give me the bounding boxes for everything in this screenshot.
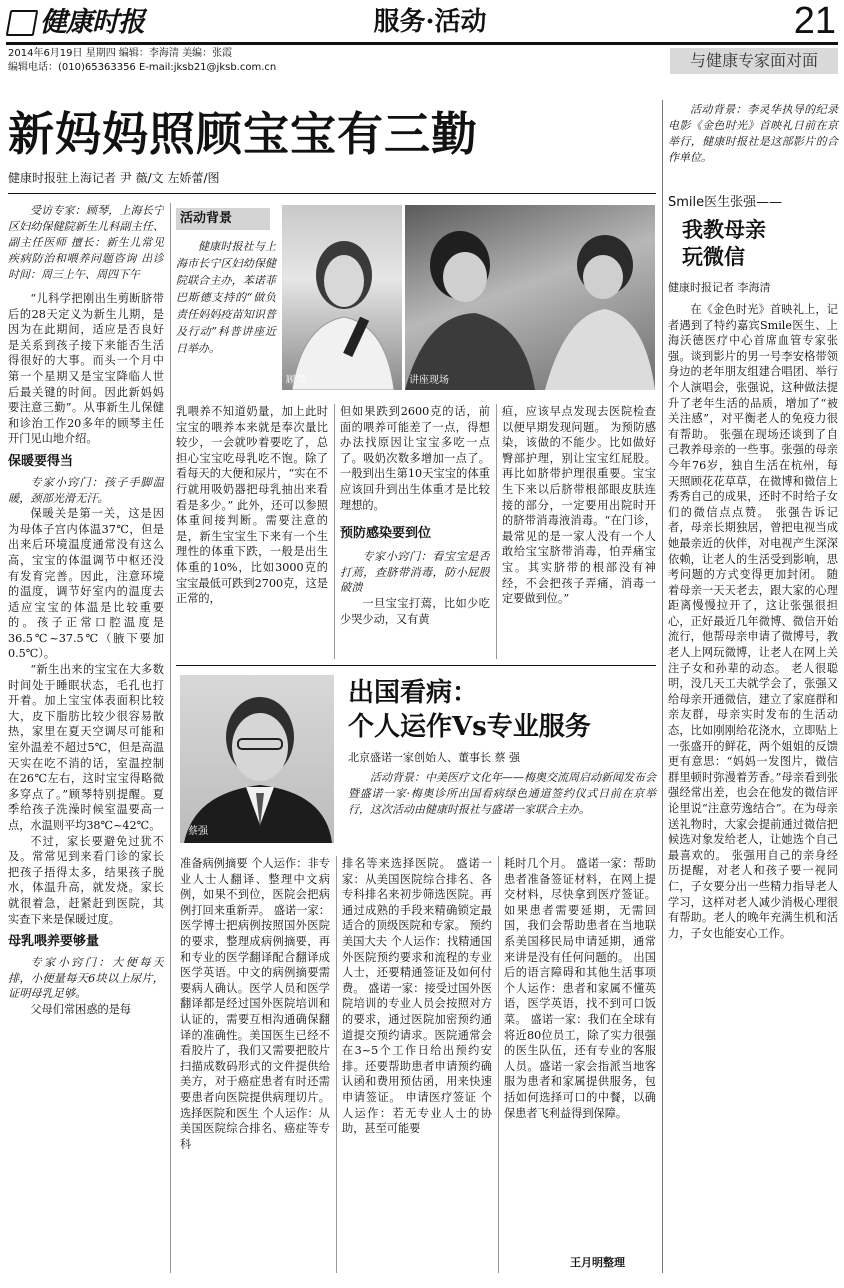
portrait-caption: 蔡强	[188, 826, 208, 837]
warmth-paragraph-2: “新生出来的宝宝在大多数时间处于睡眠状态，毛孔也打开着。加上宝宝体表面积比较大，皮下脂肪比较少很容易散热，家里在夏天空调尽可能和室外温差不超过5℃，但是高温天实在吃不消的话，室温控制在26℃左右，这时宝宝得略微多穿点了。”顾琴特别提醒。夏季给孩子洗澡时候室温要高一点，水温则平均38℃~42℃。	[8, 663, 164, 832]
bottom-divider-2	[498, 856, 499, 1273]
column-divider-1	[170, 203, 171, 1273]
portrait-silhouette-icon	[282, 205, 402, 390]
masthead-rule	[6, 42, 838, 45]
bottom-headline-2: 个人运作Vs专业服务	[348, 712, 591, 742]
bottom-column-2	[342, 856, 492, 1273]
column-divider-3	[496, 404, 497, 659]
bottom-divider-1	[336, 856, 337, 1273]
side-kicker: Smile医生张强——	[668, 195, 783, 210]
side-body-text: 在《金色时光》首映礼上，记者遇到了特约嘉宾Smile医生、上海沃德医疗中心首席血管专家张强。谈到影片的男一号李安格带领身边的老年朋友组建合唱团、举行个人演唱会，张强说，这种做法提升了老年生活的品质，增加了“被关注感”，对平衡老人的免疫力很有帮助。 张强在现场还谈到了自己教养母亲的一些事。张强的母亲今年76岁，独自生活在杭州，每天照顾花花草草，在微博和微信上秀秀自己的成果，还时不时给子女们的微信点点赞。 张强告诉记者，母亲长期独居，曾把电视当成她最亲近的伙伴，对电视产生深深依赖，让老人的生活受到影响，思考问题的方式变得更加封闭。 随着母亲一天天老去，跟大家的心理距离慢慢拉开了，这让张强很担心，正好最近几年微博、微信开始流行，他帮母亲申请了微博号，教老人上网玩微博，让老人在网上关注子女和孙辈的动态。 老人很聪明，没几天工夫就学会了，张强又给母亲开通微信，建立了家庭群和亲友群，母亲实时发布的生活动态，比如刚刚给花浇水，立即贴上一张盛开的鲜花，两个姐姐的反馈更有意思：“妈妈一发图片，微信群里顿时弥漫着芳香。”母亲看到张强经常出差，也会在他发的微信评论里说“注意劳逸结合”。在为母亲送礼物时，大家会提前通过微信把候选对象发给老人，让她选个自己最喜欢的。 张强用自己的亲身经历提醒，对老人和孩子要一视同仁，子女要分出一些精力指导老人学习，这样对老人减少消极心理很有帮助。老人的晚年充满生机和活力，子女也能安心工作。	[668, 303, 838, 940]
article-column-1	[8, 203, 164, 1273]
bottom-headline-1: 出国看病：	[348, 678, 479, 708]
tip-breastfeeding: 专家小窍门：大便每天排，小便量每天6块以上尿片，证明母乳足够。	[8, 956, 164, 1001]
side-byline: 健康时报记者 李海清	[668, 281, 771, 294]
section-title: 服务·活动	[373, 7, 487, 37]
logo-mark-icon	[6, 10, 39, 36]
activity-background-box	[176, 208, 276, 398]
tip-warmth: 专家小窍门：孩子手脚温暖，颈部光滑无汗。	[8, 475, 164, 505]
photo-expert-caption: 顾琴	[286, 375, 306, 386]
tip-infection: 专家小窍门：看宝宝是否打蔫，查脐带消毒，防小屁股破溃	[340, 550, 490, 595]
page-number: 21	[793, 0, 836, 42]
man-portrait-icon	[180, 675, 334, 843]
intro-paragraph: “儿科学把刚出生剪断脐带后的28天定义为新生儿期，是因为在此期间，适应是否良好是关系到孩子接下来能否生活得很好的大事。而头一个月中第一个星期又是宝宝降临人世后最关键的时间。因此新妈妈要注意三勤”。从事新生儿保健和诊治工作20多年的顾琴主任开门见山地介绍。	[8, 292, 164, 446]
main-headline: 新妈妈照顾宝宝有三勤	[8, 107, 478, 161]
article-column-4	[502, 404, 656, 659]
side-headline: 我教母亲玩微信	[682, 217, 766, 269]
bottom-background-text: 活动背景：中美医疗文化年——梅奥交流周启动新闻发布会暨盛诺一家·梅奥诊所出国看病绿色通道签约仪式日前在京举行，这次活动由健康时报社与盛诺一家联合主办。	[348, 771, 656, 816]
column-divider-2	[334, 404, 335, 659]
warmth-paragraph-3: 不过，家长要避免过犹不及。常常见到来看门诊的家长把孩子捂得太多，结果孩子脱水，体温升高，就发烧。家长就很着急，赶紧赶到医院，其实查下来是保暖过度。	[8, 834, 164, 926]
subhead-breastfeeding: 母乳喂养要够量	[8, 934, 100, 950]
right-column-divider	[662, 100, 663, 1273]
activity-background-text: 健康时报社与上海市长宁区妇幼保健院联合主办，苯诺菲巴斯德支持的“做负责任妈妈疫苗知识普及行动”科普讲座近日举办。	[176, 240, 276, 355]
article-column-3	[340, 404, 490, 659]
portrait-photo	[180, 675, 334, 843]
audience-silhouette-icon	[405, 205, 655, 390]
main-byline: 健康时报驻上海记者 尹 薇/文 左娇蕾/图	[8, 171, 220, 185]
logo-text: 健康时报	[40, 7, 144, 38]
infection-paragraph-start: 一旦宝宝打蔫，比如少吃少哭少动，又有黄	[340, 596, 490, 626]
column-3-text: 但如果跌到2600克的话，前面的喂养可能差了一点，得想办法找原因让宝宝多吃一点了。吸奶次数多增加一点了。一般到出生第10天宝宝的体重应该回升到出生体重才是比较理想的。	[340, 405, 490, 512]
subhead-warmth: 保暖要得当	[8, 453, 74, 469]
byline-rule	[8, 193, 656, 194]
side-background-text: 活动背景：李灵华执导的纪录电影《金色时光》首映礼日前在京举行，健康时报社是这部影片的合作单位。	[668, 103, 838, 164]
warmth-paragraph-1: 保暖关是第一关，这是因为母体子宫内体温37℃，但是出来后环境温度通常没有这么高，宝宝的体温调节中枢还没有发育完善。因此，注意环境的温度，调节好室内的温度去适应宝宝的体温是比较重要的。孩子正常口腔温度是36.5℃~37.5℃（腋下要加0.5℃）。	[8, 507, 164, 661]
bottom-signoff: 王月明整理	[570, 1256, 625, 1269]
date-line: 2014年6月19日 星期四 编辑：李海清 美编：张霞	[8, 48, 233, 59]
bottom-article-rule	[176, 665, 656, 666]
bottom-column-1-text: 准备病例摘要 个人运作：非专业人士人翻译、整理中文病例，如果不到位，医院会把病例打回来重新弄。 盛诺一家：医学博士把病例按照国外医院的要求，整理成病例摘要，再和专业的医学翻译配合翻译成医学英语。中文的病例摘要需要病人确认。医学人员和医学翻译都是经过国外医院培训和认证的，需要互相沟通确保翻译的准确性。美国医生已经不看胶片了，我们又需要把胶片扫描成数码形式的文件提供给美方，对于癌症患者有时还需要患者向医院提供病理切片。 选择医院和医生 个人运作：从美国医院综合排名、癌症等专科	[180, 857, 330, 1151]
bottom-column-3	[504, 856, 656, 1251]
photo-lecture-caption: 讲座现场	[409, 375, 449, 386]
photo-lecture	[405, 205, 655, 390]
column-2-text: 乳喂养不知道奶量，加上此时宝宝的喂养本来就是奉次量比较少，一会就吵着要吃了，总担心宝宝吃母乳吃不饱。除了看每天的大便和尿片，“实在不行就用吸奶器把母乳抽出来看看是多少。” 此外，还可以参照体重间接判断。需要注意的是，新生宝宝生下来有一个生理性的体重下跌，一般是出生体重的10%，比如3000克的宝宝最低可跌到2700克，这是正常的，	[176, 405, 328, 606]
side-body	[668, 302, 838, 1273]
expert-block: 受访专家：顾琴，上海长宁区妇幼保健院新生儿科副主任、副主任医师 擅长：新生儿常见疾病防治和喂养问题咨询 出诊时间：周三上午、周四下午	[8, 204, 164, 281]
subhead-infection: 预防感染要到位	[340, 526, 432, 542]
column-4-text: 疸，应该早点发现去医院检查以便早期发现问题。 为预防感染，该做的不能少。比如做好臀部护理，别让宝宝红屁股。再比如脐带护理很重要。宝宝生下来以后脐带根部眼皮肤连接的部分，一定要用出院时开的脐带消毒液消毒。“在门诊，最常见的是一家人没有一个人敢给宝宝脐带消毒，怕弄痛宝宝。其实脐带的根部没有神经，不会把孩子弄痛，消毒一定要做到位。”	[502, 405, 656, 606]
bottom-column-1	[180, 856, 330, 1273]
bottom-column-2-text: 排名等来选择医院。 盛诺一家：从美国医院综合排名、各专科排名来初步筛选医院。再通过成熟的手段来精确锁定最适合的顶级医院和专家。 预约美国大夫 个人运作：找精通国外医院预约要求和流程的专业人士，还要精通签证及如何付费。 盛诺一家：接受过国外医院培训的专业人员会按照对方的要求，通过医院加密预约通道提交预约请求。医院通常会在3~5个工作日给出预约安排。还要帮助患者申请预约确认函和费用预估函，用来快速申请签证。 申请医疗签证 个人运作：若无专业人士的协助，甚至可能要	[342, 857, 492, 1136]
article-column-2	[176, 404, 328, 659]
phone-line: 编辑电话：(010)65363356 E-mail:jksb21@jksb.com.cn	[8, 62, 277, 73]
column-banner	[670, 48, 838, 74]
bottom-byline: 北京盛诺一家创始人、董事长 蔡 强	[348, 751, 520, 764]
breastfeeding-paragraph-start: 父母们常困惑的是每	[30, 1002, 132, 1016]
newspaper-logo	[8, 6, 158, 42]
photo-expert	[282, 205, 402, 390]
activity-background-label: 活动背景	[176, 208, 270, 230]
masthead	[0, 0, 844, 80]
column-banner-text: 与健康专家面对面	[689, 51, 818, 70]
bottom-column-3-text: 耗时几个月。 盛诺一家：帮助患者准备签证材料，在网上提交材料，尽快拿到医疗签证。如果患者需要延期，无需回国，我们会帮助患者在当地联系美国移民局申请延期，通常来讲是没有任何问题的。 出国后的语言障碍和其他生活事项 个人运作：患者和家属不懂英语，医学英语，找不到可口饭菜。 盛诺一家：我们在全球有将近80位员工，除了实力很强的医生队伍，还有专业的客服人员。盛诺一家会指派当地客服为患者和家属提供服务，包括如何选择可口的中餐，以确保患者飞利益得到保障。	[504, 857, 656, 1120]
